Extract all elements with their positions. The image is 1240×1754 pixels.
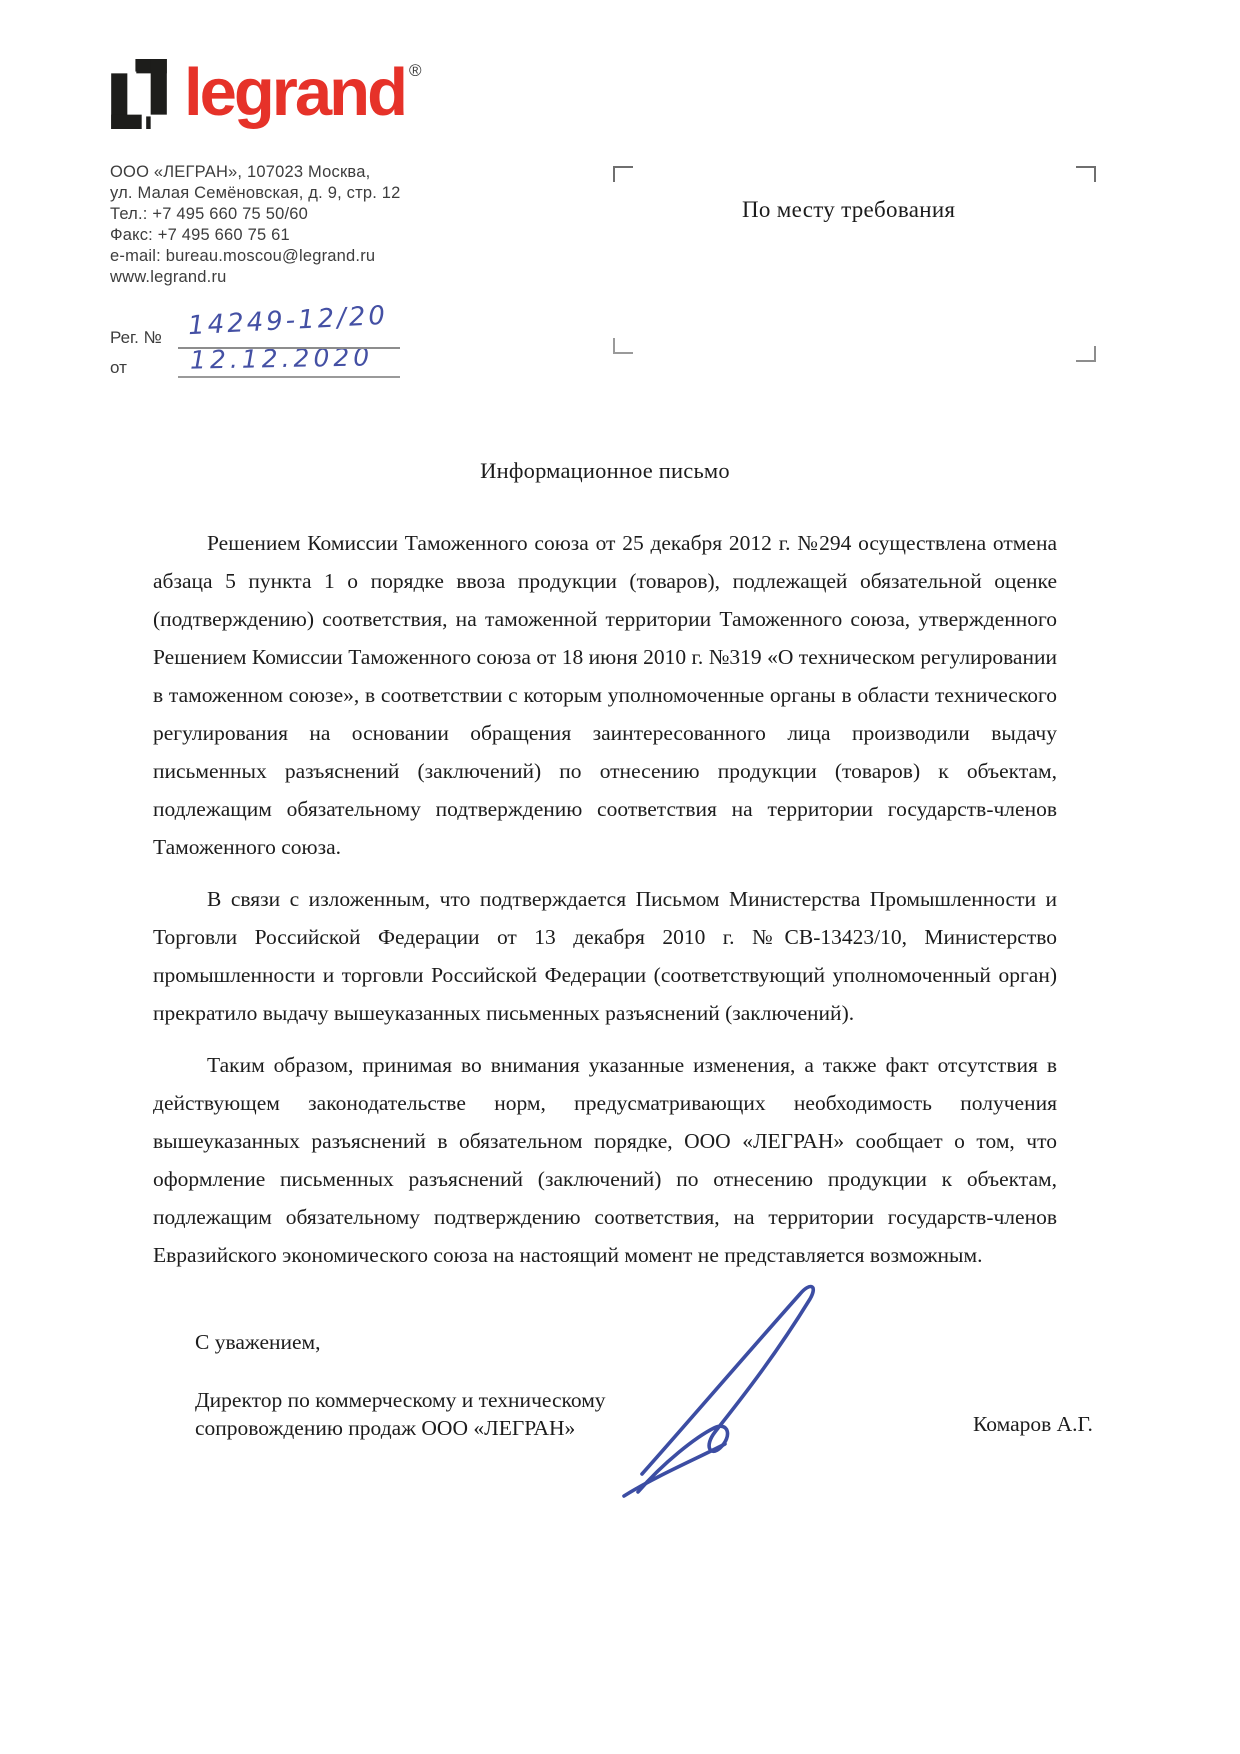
handwritten-reg-date: 12.12.2020 — [189, 342, 374, 375]
letter-paragraph-3: Таким образом, принимая во внимания указанные изменения, а также факт отсутствия в действующем законодательстве норм, предусматривающих необходимость получения вышеуказанных разъяснений в обязательном порядке, ООО «ЛЕГРАН» сообщает о том, что оформление письменных разъяснений (заключений) по отнесению продукции к объектам, подлежащим обязательному подтверждению соответствия, на территории государств-членов Евразийского экономического союза на настоящий момент не представляется возможным. — [153, 1053, 1057, 1267]
company-contact-block — [110, 162, 401, 288]
handwritten-reg-number: 14249-12/20 — [187, 300, 389, 342]
signer-title-line-1: Директор по коммерческому и техническому — [195, 1388, 606, 1412]
reg-number-label: Рег. № — [110, 328, 162, 347]
company-name-line: ООО «ЛЕГРАН», 107023 Москва, — [110, 163, 371, 181]
registered-trademark-icon: ® — [409, 61, 422, 80]
reg-date-underline — [178, 376, 400, 378]
letter-paragraph-2: В связи с изложенным, что подтверждается Письмом Министерства Промышленности и Торговли Российской Федерации от 13 декабря 2010 г. №СВ-13423/10, Министерство промышленности и торговли Российской Федерации (соответствующий уполномоченный орган) прекратило выдачу вышеуказанных письменных разъяснений (заключений). — [153, 887, 1057, 1025]
address-corner-mark-top-left — [613, 166, 633, 182]
signer-title-line-2: сопровождению продаж ООО «ЛЕГРАН» — [195, 1416, 576, 1440]
legrand-logo — [108, 55, 422, 129]
company-address-line: ул. Малая Семёновская, д. 9, стр. 12 — [110, 184, 401, 202]
legrand-mark-icon — [108, 59, 170, 129]
reg-date-label: от — [110, 358, 127, 377]
letter-title: Информационное письмо — [480, 458, 730, 483]
company-fax-line: Факс: +7 495 660 75 61 — [110, 226, 290, 244]
reg-number-underline — [178, 347, 400, 349]
address-corner-mark-bottom-left — [613, 338, 633, 354]
handwritten-signature — [612, 1278, 862, 1508]
address-corner-mark-top-right — [1076, 166, 1096, 182]
company-website-line: www.legrand.ru — [110, 268, 227, 286]
address-corner-mark-bottom-right — [1076, 346, 1096, 362]
letter-body — [153, 458, 1057, 1288]
company-phone-line: Тел.: +7 495 660 75 50/60 — [110, 205, 309, 223]
legrand-wordmark: legrand — [184, 55, 405, 130]
signer-name: Комаров А.Г. — [973, 1412, 1093, 1436]
recipient-line: По месту требования — [742, 197, 956, 222]
letter-paragraph-1: Решением Комиссии Таможенного союза от 25 декабря 2012 г. №294 осуществлена отмена абзаца 5 пункта 1 о порядке ввоза продукции (товаров), подлежащей обязательной оценке (подтверждению) соответствия, на таможенной территории Таможенного союза, утвержденного Решением Комиссии Таможенного союза от 18 июня 2010 г. №319 «О техническом регулировании в таможенном союзе», в соответствии с которым уполномоченные органы в области технического регулирования на основании обращения заинтересованного лица производили выдачу письменных разъяснений (заключений) по отнесению продукции (товаров) к объектам, подлежащим обязательному подтверждению соответствия на территории государств-членов Таможенного союза. — [153, 531, 1057, 859]
closing-salutation: С уважением, — [195, 1330, 321, 1354]
signer-title — [195, 1386, 606, 1442]
company-email-line: e-mail: bureau.moscou@legrand.ru — [110, 247, 376, 265]
